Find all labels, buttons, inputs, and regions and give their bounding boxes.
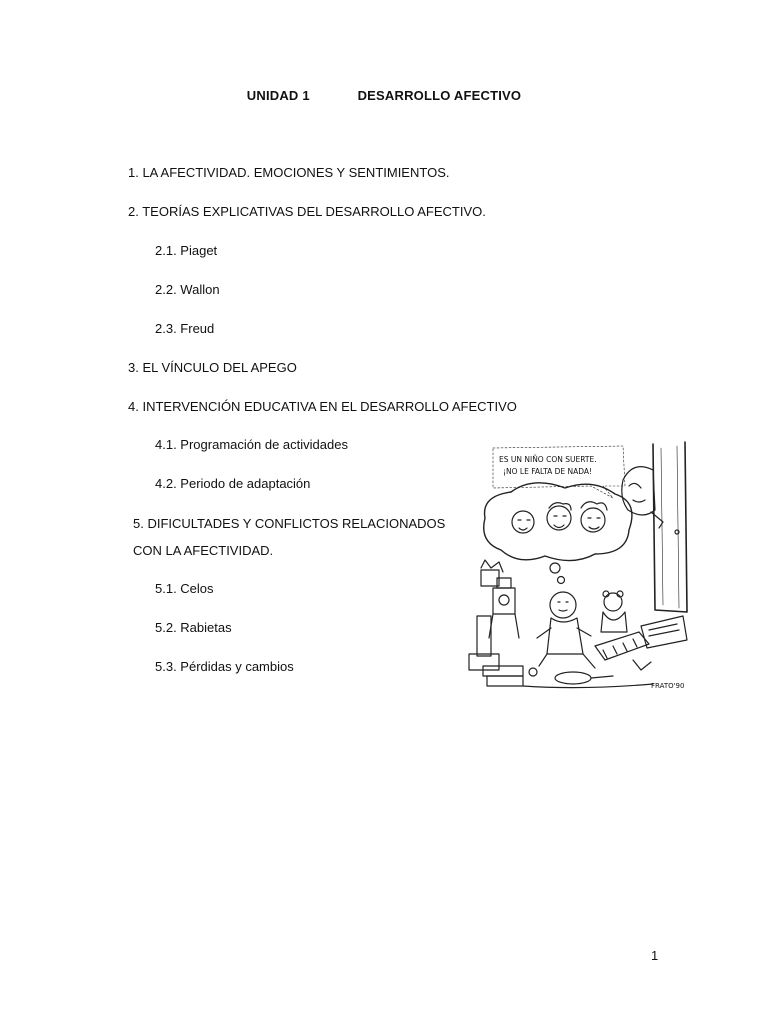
unit-label: UNIDAD 1 xyxy=(246,88,310,103)
toc-item-2-3: 2.3. Freud xyxy=(155,321,215,336)
toc-item-4-1: 4.1. Programación de actividades xyxy=(155,437,348,452)
cartoon-drawing xyxy=(463,440,695,700)
toc-item-5-3: 5.3. Pérdidas y cambios xyxy=(155,659,294,674)
toc-item-5-1: 5.1. Celos xyxy=(155,581,214,596)
toc-item-2: 2. TEORÍAS EXPLICATIVAS DEL DESARROLLO AFECTIVO. xyxy=(128,204,486,219)
toc-item-2-2: 2.2. Wallon xyxy=(155,282,220,297)
toc-item-3: 3. EL VÍNCULO DEL APEGO xyxy=(128,360,297,375)
toc-item-2-1: 2.1. Piaget xyxy=(155,243,218,258)
page-title xyxy=(0,88,768,103)
cartoon-signature: FRATO'90 xyxy=(651,682,685,690)
page-number: 1 xyxy=(651,948,659,963)
toc-item-4: 4. INTERVENCIÓN EDUCATIVA EN EL DESARROLLO AFECTIVO xyxy=(128,399,517,414)
cartoon-illustration xyxy=(463,440,695,700)
toc-item-5: 5. DIFICULTADES Y CONFLICTOS RELACIONADOS xyxy=(133,516,446,531)
toc-item-5-cont: CON LA AFECTIVIDAD. xyxy=(133,543,274,558)
cartoon-speech-line-2: ¡NO LE FALTA DE NADA! xyxy=(503,467,593,476)
cartoon-speech-line-1: ES UN NIÑO CON SUERTE. xyxy=(499,455,597,464)
toc-item-1: 1. LA AFECTIVIDAD. EMOCIONES Y SENTIMIENTOS. xyxy=(128,165,450,180)
toc-item-4-2: 4.2. Periodo de adaptación xyxy=(155,476,311,491)
toc-item-5-2: 5.2. Rabietas xyxy=(155,620,232,635)
unit-topic: DESARROLLO AFECTIVO xyxy=(357,88,522,103)
